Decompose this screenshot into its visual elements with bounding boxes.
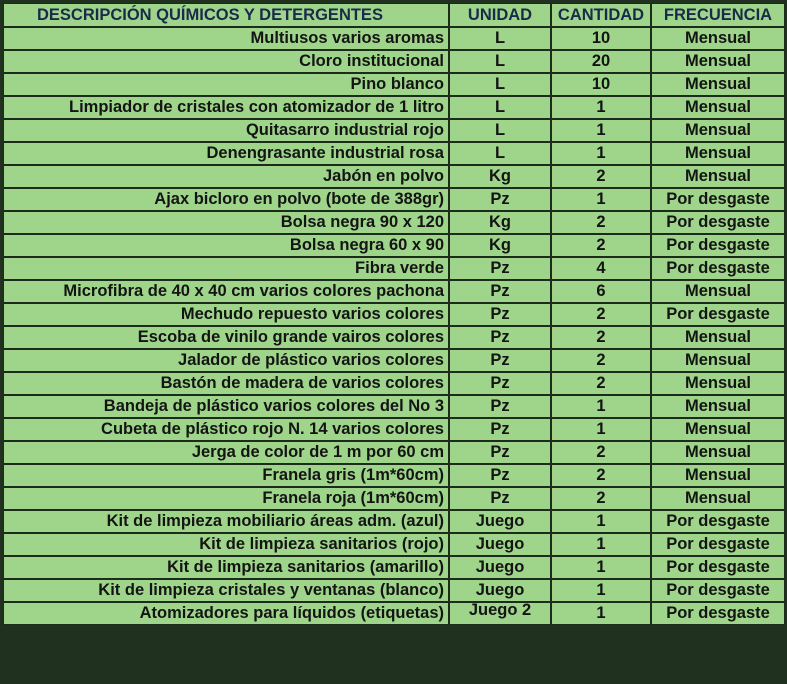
frequency-cell[interactable]: Por desgaste xyxy=(651,556,785,579)
quantity-cell[interactable]: 1 xyxy=(551,602,651,625)
description-cell[interactable]: Bolsa negra 60 x 90 xyxy=(3,234,449,257)
frequency-cell[interactable]: Mensual xyxy=(651,73,785,96)
header-quantity[interactable]: CANTIDAD xyxy=(551,3,651,27)
quantity-cell[interactable]: 1 xyxy=(551,579,651,602)
header-row xyxy=(3,3,785,27)
description-cell[interactable]: Fibra verde xyxy=(3,257,449,280)
table-row xyxy=(3,510,785,533)
table-row xyxy=(3,487,785,510)
unit-cell[interactable]: Juego xyxy=(449,510,551,533)
unit-cell[interactable]: Pz xyxy=(449,395,551,418)
header-description[interactable]: DESCRIPCIÓN QUÍMICOS Y DETERGENTES xyxy=(3,3,449,27)
quantity-cell[interactable]: 2 xyxy=(551,372,651,395)
table-row xyxy=(3,326,785,349)
frequency-cell[interactable]: Mensual xyxy=(651,50,785,73)
frequency-cell[interactable]: Mensual xyxy=(651,280,785,303)
table-row xyxy=(3,441,785,464)
quantity-cell[interactable]: 10 xyxy=(551,27,651,50)
frequency-cell[interactable]: Mensual xyxy=(651,349,785,372)
quantity-cell[interactable]: 1 xyxy=(551,556,651,579)
frequency-cell[interactable]: Por desgaste xyxy=(651,303,785,326)
unit-cell[interactable]: Juego xyxy=(449,533,551,556)
table-row xyxy=(3,234,785,257)
frequency-cell[interactable]: Por desgaste xyxy=(651,510,785,533)
frequency-cell[interactable]: Mensual xyxy=(651,165,785,188)
table-row xyxy=(3,211,785,234)
frequency-cell[interactable]: Mensual xyxy=(651,119,785,142)
description-cell[interactable]: Escoba de vinilo grande vairos colores xyxy=(3,326,449,349)
table-row xyxy=(3,395,785,418)
unit-cell[interactable]: Pz xyxy=(449,303,551,326)
unit-cell[interactable]: Pz xyxy=(449,441,551,464)
frequency-cell[interactable]: Por desgaste xyxy=(651,602,785,625)
quantity-cell[interactable]: 2 xyxy=(551,349,651,372)
quantity-cell[interactable]: 2 xyxy=(551,441,651,464)
unit-cell[interactable]: Pz xyxy=(449,464,551,487)
unit-cell[interactable]: L xyxy=(449,50,551,73)
description-cell[interactable]: Microfibra de 40 x 40 cm varios colores pachona xyxy=(3,280,449,303)
table-row xyxy=(3,349,785,372)
description-cell[interactable]: Cloro institucional xyxy=(3,50,449,73)
frequency-cell[interactable]: Por desgaste xyxy=(651,188,785,211)
quantity-cell[interactable]: 2 xyxy=(551,165,651,188)
quantity-cell[interactable]: 1 xyxy=(551,395,651,418)
unit-cell[interactable]: Juego 2 xyxy=(449,602,551,625)
description-cell[interactable]: Jalador de plástico varios colores xyxy=(3,349,449,372)
frequency-cell[interactable]: Por desgaste xyxy=(651,257,785,280)
quantity-cell[interactable]: 2 xyxy=(551,303,651,326)
unit-cell[interactable]: Pz xyxy=(449,257,551,280)
unit-cell[interactable]: Pz xyxy=(449,349,551,372)
quantity-cell[interactable]: 2 xyxy=(551,464,651,487)
frequency-cell[interactable]: Por desgaste xyxy=(651,234,785,257)
table-row xyxy=(3,533,785,556)
description-cell[interactable]: Mechudo repuesto varios colores xyxy=(3,303,449,326)
quantity-cell[interactable]: 1 xyxy=(551,533,651,556)
table-row xyxy=(3,188,785,211)
description-cell[interactable]: Jabón en polvo xyxy=(3,165,449,188)
description-cell[interactable]: Atomizadores para líquidos (etiquetas) xyxy=(3,602,449,625)
table-row xyxy=(3,257,785,280)
frequency-cell[interactable]: Mensual xyxy=(651,395,785,418)
frequency-cell[interactable]: Mensual xyxy=(651,326,785,349)
description-cell[interactable]: Denengrasante industrial rosa xyxy=(3,142,449,165)
unit-cell[interactable]: Kg xyxy=(449,234,551,257)
quantity-cell[interactable]: 2 xyxy=(551,234,651,257)
unit-cell[interactable]: Juego xyxy=(449,556,551,579)
table-row xyxy=(3,418,785,441)
table-row xyxy=(3,579,785,602)
quantity-cell[interactable]: 20 xyxy=(551,50,651,73)
table-row xyxy=(3,303,785,326)
header-unit[interactable]: UNIDAD xyxy=(449,3,551,27)
unit-cell[interactable]: Kg xyxy=(449,165,551,188)
quantity-cell[interactable]: 2 xyxy=(551,211,651,234)
description-cell[interactable]: Kit de limpieza cristales y ventanas (blanco) xyxy=(3,579,449,602)
quantity-cell[interactable]: 1 xyxy=(551,510,651,533)
table-row xyxy=(3,96,785,119)
table-row xyxy=(3,464,785,487)
quantity-cell[interactable]: 2 xyxy=(551,326,651,349)
frequency-cell[interactable]: Mensual xyxy=(651,441,785,464)
frequency-cell[interactable]: Mensual xyxy=(651,487,785,510)
quantity-cell[interactable]: 1 xyxy=(551,418,651,441)
table-row xyxy=(3,119,785,142)
description-cell[interactable]: Kit de limpieza sanitarios (amarillo) xyxy=(3,556,449,579)
frequency-cell[interactable]: Por desgaste xyxy=(651,211,785,234)
quantity-cell[interactable]: 2 xyxy=(551,487,651,510)
table-row xyxy=(3,602,785,625)
frequency-cell[interactable]: Mensual xyxy=(651,27,785,50)
quantity-cell[interactable]: 1 xyxy=(551,96,651,119)
table-row xyxy=(3,372,785,395)
table-row xyxy=(3,73,785,96)
unit-cell[interactable]: Pz xyxy=(449,372,551,395)
frequency-cell[interactable]: Mensual xyxy=(651,96,785,119)
header-frequency[interactable]: FRECUENCIA xyxy=(651,3,785,27)
table-row xyxy=(3,165,785,188)
description-cell[interactable]: Bandeja de plástico varios colores del No 3 xyxy=(3,395,449,418)
unit-cell[interactable]: Kg xyxy=(449,211,551,234)
frequency-cell[interactable]: Por desgaste xyxy=(651,579,785,602)
quantity-cell[interactable]: 6 xyxy=(551,280,651,303)
frequency-cell[interactable]: Mensual xyxy=(651,418,785,441)
supplies-table xyxy=(3,3,785,625)
description-cell[interactable]: Kit de limpieza sanitarios (rojo) xyxy=(3,533,449,556)
description-cell[interactable]: Franela roja (1m*60cm) xyxy=(3,487,449,510)
table-row xyxy=(3,280,785,303)
table-row xyxy=(3,142,785,165)
quantity-cell[interactable]: 10 xyxy=(551,73,651,96)
quantity-cell[interactable]: 1 xyxy=(551,142,651,165)
description-cell[interactable]: Ajax bicloro en polvo (bote de 388gr) xyxy=(3,188,449,211)
unit-cell[interactable]: Pz xyxy=(449,487,551,510)
description-cell[interactable]: Multiusos varios aromas xyxy=(3,27,449,50)
description-cell[interactable]: Kit de limpieza mobiliario áreas adm. (azul) xyxy=(3,510,449,533)
frequency-cell[interactable]: Mensual xyxy=(651,372,785,395)
quantity-cell[interactable]: 1 xyxy=(551,188,651,211)
description-cell[interactable]: Pino blanco xyxy=(3,73,449,96)
description-cell[interactable]: Bastón de madera de varios colores xyxy=(3,372,449,395)
description-cell[interactable]: Jerga de color de 1 m por 60 cm xyxy=(3,441,449,464)
quantity-cell[interactable]: 4 xyxy=(551,257,651,280)
unit-cell[interactable]: L xyxy=(449,27,551,50)
description-cell[interactable]: Franela gris (1m*60cm) xyxy=(3,464,449,487)
description-cell[interactable]: Quitasarro industrial rojo xyxy=(3,119,449,142)
unit-cell[interactable]: Pz xyxy=(449,326,551,349)
table-row xyxy=(3,50,785,73)
unit-cell[interactable]: L xyxy=(449,96,551,119)
unit-cell[interactable]: Pz xyxy=(449,188,551,211)
frequency-cell[interactable]: Por desgaste xyxy=(651,533,785,556)
frequency-cell[interactable]: Mensual xyxy=(651,142,785,165)
table-row xyxy=(3,27,785,50)
unit-cell[interactable]: L xyxy=(449,142,551,165)
frequency-cell[interactable]: Mensual xyxy=(651,464,785,487)
quantity-cell[interactable]: 1 xyxy=(551,119,651,142)
unit-cell[interactable]: L xyxy=(449,119,551,142)
unit-cell[interactable]: Juego xyxy=(449,579,551,602)
table-row xyxy=(3,556,785,579)
unit-cell[interactable]: Pz xyxy=(449,280,551,303)
description-cell[interactable]: Bolsa negra 90 x 120 xyxy=(3,211,449,234)
unit-cell[interactable]: Pz xyxy=(449,418,551,441)
description-cell[interactable]: Limpiador de cristales con atomizador de 1 litro xyxy=(3,96,449,119)
description-cell[interactable]: Cubeta de plástico rojo N. 14 varios colores xyxy=(3,418,449,441)
unit-cell[interactable]: L xyxy=(449,73,551,96)
